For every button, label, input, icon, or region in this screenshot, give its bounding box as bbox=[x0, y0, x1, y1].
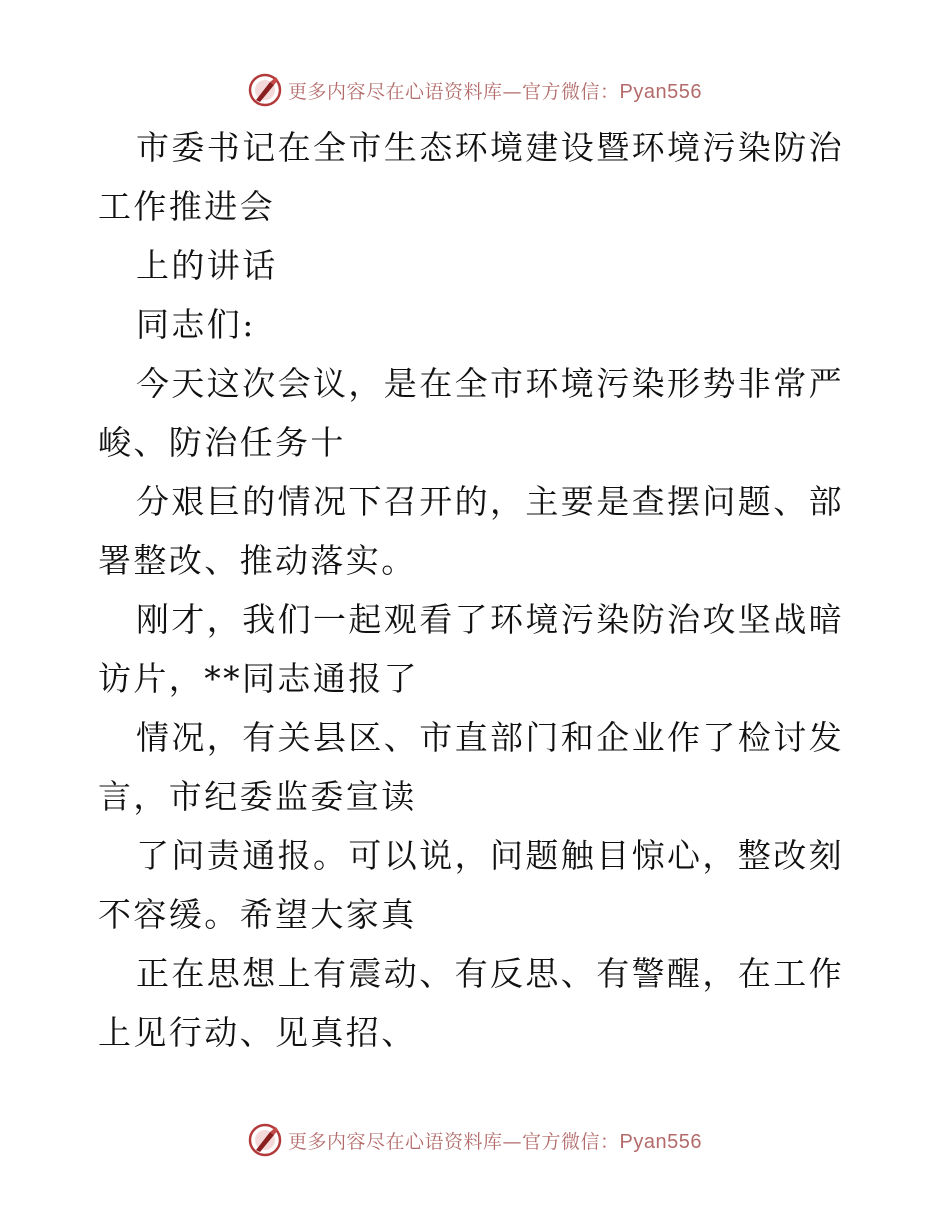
paragraph: 情况，有关县区、市直部门和企业作了检讨发言，市纪委监委宣读 bbox=[98, 718, 844, 816]
paragraph: 分艰巨的情况下召开的，主要是查摆问题、部署整改、推动落实。 bbox=[98, 482, 844, 580]
paragraph-salutation: 同志们: bbox=[136, 305, 256, 344]
document-body bbox=[98, 118, 858, 1062]
footer-watermark bbox=[0, 1120, 950, 1160]
header-watermark bbox=[0, 70, 950, 110]
paragraph: 了问责通报。可以说，问题触目惊心，整改刻不容缓。希望大家真 bbox=[98, 836, 844, 934]
watermark-text: 更多内容尽在心语资料库—官方微信：Pyan556 bbox=[288, 80, 702, 103]
watermark-text: 更多内容尽在心语资料库—官方微信：Pyan556 bbox=[288, 1130, 702, 1153]
paragraph: 刚才，我们一起观看了环境污染防治攻坚战暗访片，**同志通报了 bbox=[98, 600, 844, 698]
paragraph-title-cont: 上的讲话 bbox=[136, 246, 278, 285]
quill-logo-icon bbox=[248, 73, 282, 107]
quill-logo-icon bbox=[248, 1123, 282, 1157]
paragraph: 今天这次会议，是在全市环境污染形势非常严峻、防治任务十 bbox=[98, 364, 844, 462]
paragraph-title: 市委书记在全市生态环境建设暨环境污染防治工作推进会 bbox=[98, 128, 844, 226]
paragraph: 正在思想上有震动、有反思、有警醒，在工作上见行动、见真招、 bbox=[98, 954, 844, 1052]
